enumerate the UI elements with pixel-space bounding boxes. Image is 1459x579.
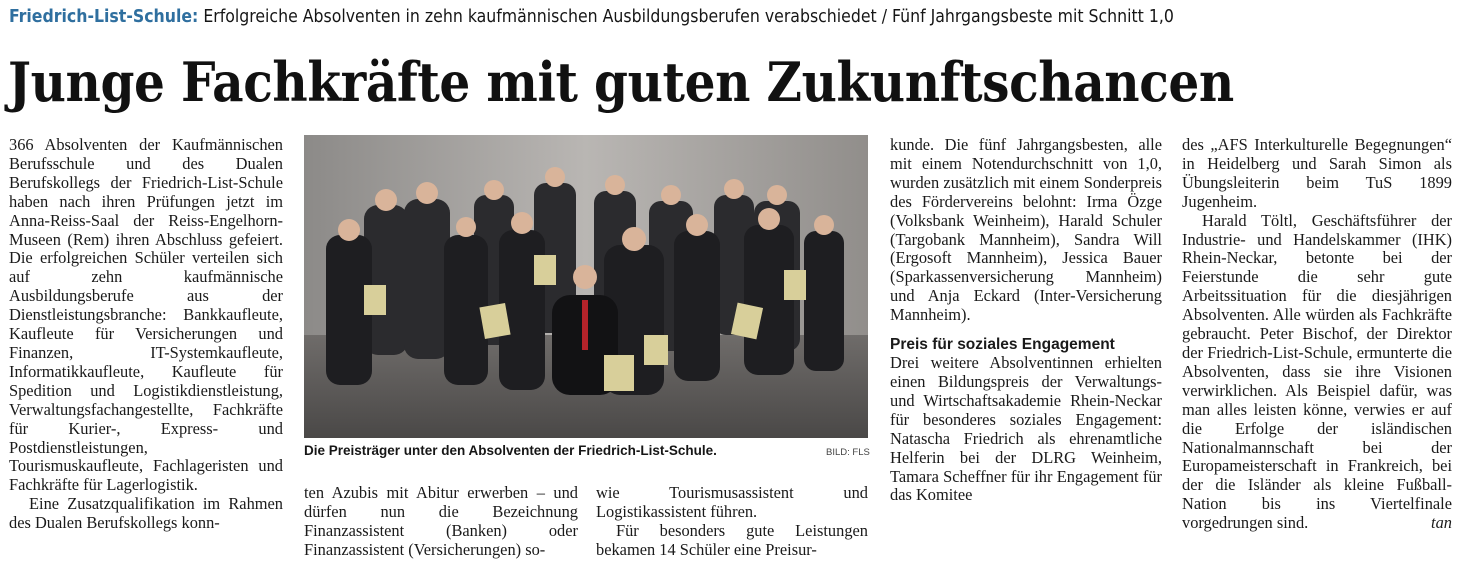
kicker-lead: Friedrich-List-Schule: xyxy=(9,7,199,27)
paragraph: Drei weitere Absolventinnen erhielten einen Bildungspreis der Verwaltungs- und Wirtschaftsakademie Rhein-Neckar für besonderes soziales Engagement: Natascha Friedrich als ehrenamtliche Helferin bei der DLRG Weinheim, Tamara Scheffner für ihr Engagement für das Komitee xyxy=(890,353,1162,505)
paragraph: kunde. Die fünf Jahrgangsbesten, alle mit einem Notendurchschnitt von 1,0, wurden zusätzlich mit einem Sonderpreis des Fördervereins belohnt: Irma Özge (Volksbank Weinheim), Harald Schuler (Targobank Mannheim), Sandra Will (Ergosoft Mannheim), Jessica Bauer (Sparkassenversicherung Mannheim) und Anja Eckard (Inter-Versicherung Mannheim). xyxy=(890,135,1162,325)
paragraph-text: Harald Töltl, Geschäftsführer der Industrie- und Handelskammer (IHK) Rhein-Neckar, betonte bei der Feierstunde die sehr gute Arbeitssituation für die diesjährigen Absolventen. Alle würden als Fachkräfte gebraucht. Peter Bischof, der Direktor der Friedrich-List-Schule, ermunterte die Absolventen, dass sie ihre Visionen verwirklichen. Als Beispiel dafür, was man alles leisten könne, verwies er auf die Erfolge der isländischen Nationalmannschaft bei der Europameisterschaft in Frankreich, bei der die Isländer als kleine Fußball-Nation bis ins Viertelfinale vorgedrungen sind. xyxy=(1182,210,1452,533)
article-column-5 xyxy=(1182,136,1452,533)
group-photo xyxy=(304,135,868,438)
article-column-3 xyxy=(596,484,868,560)
article-column-1 xyxy=(9,136,283,533)
paragraph: wie Tourismusassistent und Logistikassistent führen. xyxy=(596,483,868,521)
paragraph: Eine Zusatzqualifikation im Rahmen des Dualen Berufskollegs konn- xyxy=(9,494,283,533)
photo-caption: Die Preisträger unter den Absolventen der Friedrich-List-Schule. xyxy=(304,443,717,458)
article-column-4 xyxy=(890,136,1162,505)
article-column-2 xyxy=(304,484,578,560)
headline: Junge Fachkräfte mit guten Zukunftschancen xyxy=(8,50,1234,114)
paragraph: 366 Absolventen der Kaufmännischen Berufsschule und des Dualen Berufskollegs der Friedrich-List-Schule haben nach ihren Prüfungen jetzt im Anna-Reiss-Saal der Reiss-Engelhorn-Museen (Rem) ihren Abschluss gefeiert. Die erfolgreichen Schüler verteilen sich auf zehn kaufmännische Ausbildungsberufe aus der Dienstleistungsbranche: Bankkaufleute, Kaufleute für Versicherungen und Finanzen, IT-Systemkaufleute, Informatikkaufleute, Kaufleute für Spedition und Logistikdienstleistung, Verwaltungsfachangestellte, Fachkräfte für Kurier-, Express- und Postdienstleistungen, Tourismuskaufleute, Fachlageristen und Fachkräfte für Lagerlogistik. xyxy=(9,135,283,495)
kicker-text: Erfolgreiche Absolventen in zehn kaufmännischen Ausbildungsberufen verabschiedet / Fünf Jahrgangsbeste mit Schnitt 1,0 xyxy=(198,7,1174,27)
subheading: Preis für soziales Engagement xyxy=(890,336,1115,354)
kicker xyxy=(9,6,1454,28)
author-signature: tan xyxy=(1431,513,1452,533)
photo-credit: BILD: FLS xyxy=(826,447,870,458)
group-photo-illustration xyxy=(304,135,868,438)
paragraph xyxy=(1182,212,1452,533)
paragraph: des „AFS Interkulturelle Begegnungen“ in Heidelberg und Sarah Simon als Übungsleiterin beim TuS 1899 Jugenheim. xyxy=(1182,135,1452,211)
paragraph: Für besonders gute Leistungen bekamen 14 Schüler eine Preisur- xyxy=(596,520,868,559)
paragraph: ten Azubis mit Abitur erwerben – und dürfen nun die Bezeichnung Finanzassistent (Banken) oder Finanzassistent (Versicherungen) so- xyxy=(304,483,578,559)
